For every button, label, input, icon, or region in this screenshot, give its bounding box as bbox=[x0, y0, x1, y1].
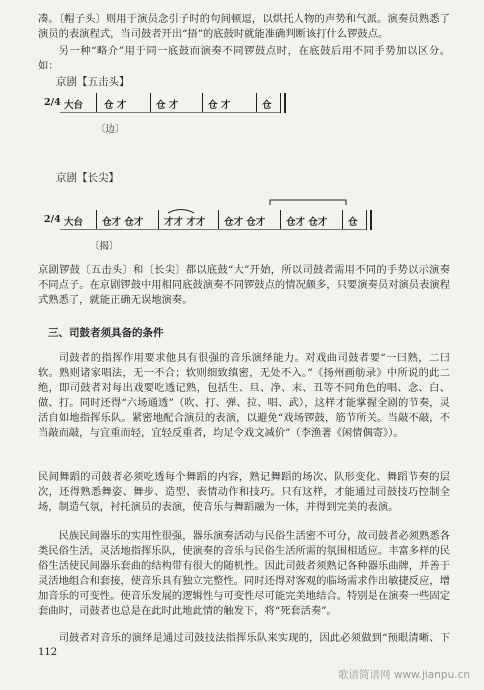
watermark: 歌谱简谱网 www.jianpu.cn bbox=[338, 669, 470, 681]
paragraph-7: 司鼓者对音乐的演绎是通过司鼓技法指挥乐队来实现的，因此必须做到“预眼清晰、下 bbox=[58, 632, 450, 644]
barline bbox=[342, 210, 343, 230]
final-barline bbox=[280, 93, 286, 113]
final-barline bbox=[366, 210, 372, 230]
barline bbox=[218, 210, 219, 230]
example-2-title: 京剧【长尖】 bbox=[56, 172, 119, 184]
example-2-bracket: 〔揭〕 bbox=[90, 241, 119, 252]
paragraph-1: 凑。〔帽子头〕则用于演员念引子时的句间顿逗，以烘托人物的声势和气派。演奏员熟悉了演员的表演程式，当司鼓者开出“捂”的底鼓时就能准确判断该打什么锣鼓点。 bbox=[38, 13, 450, 40]
barline bbox=[158, 210, 159, 230]
example-1-measure-2: 仓 才 bbox=[104, 100, 127, 111]
example-1-meter: 2/4 bbox=[44, 97, 61, 108]
paragraph-4: 司鼓者的指挥作用要求他具有很强的音乐演绎能力。对戏曲司鼓者要“一曰熟，二曰软。熟则诸家唱法，无一不合；软则细致缜密，无处不入。”《扬州画舫录》中所说的此二绝，即司鼓者对每出戏要吃透记熟，包括生、旦、净、末、丑等不同角色的唱、念、白、做、打。同时还得“六场通透”（吹、打、弹、拉、唱、武），这样才能掌握全剧的节奏，灵活自如地指挥乐队。紧密地配合演员的表演，以避免“戏场锣鼓，筋节所关。当敲不敲，不当敲而敲，与宜重而轻，宜轻反重者，均足令戏文减价”（李渔著《闲情偶寄》）。 bbox=[38, 352, 450, 439]
example-1-measure-1: 大台 bbox=[64, 100, 84, 111]
section-heading: 三、司鼓者须具备的条件 bbox=[48, 327, 164, 339]
example-2-measure-5: 仓才 仓才 bbox=[286, 217, 328, 228]
rhythm-underline bbox=[60, 229, 366, 230]
barline bbox=[96, 210, 97, 230]
example-2-measure-6: 仓 bbox=[348, 217, 358, 228]
example-2-measure-3: 才才 才才 bbox=[164, 217, 206, 228]
barline bbox=[280, 210, 281, 230]
paragraph-3: 京剧锣鼓〔五击头〕和〔长尖〕都以底鼓“大”开始，所以司鼓者需用不同的手势以示演奏不同点子。在京剧锣鼓中用相同底鼓演奏不同锣鼓点的情况颇多，只要演奏员对演员表演程式熟悉了，就能正确无误地演奏。 bbox=[38, 264, 450, 306]
barline bbox=[256, 93, 257, 113]
paragraph-6: 民族民间器乐的实用性很强，器乐演奏活动与民俗生活密不可分，故司鼓者必须熟悉各类民俗生活，灵活地指挥乐队，使演奏的音乐与民俗生活所需的氛围相适应。丰富多样的民俗生活使民间器乐套曲的结构带有很大的随机性。因此司鼓者须熟记各种器乐曲牌，并善于灵活地组合和套接，使音乐具有独立完整性。同时还得对客观的临场需求作出敏捷反应，增加音乐的可变性。使音乐发展的逻辑性与可变性尽可能完美地结合。特别是在演奏一些固定套曲时，司鼓者也总是在此时此地此情的触发下，将“死套活奏”。 bbox=[38, 530, 450, 617]
example-1-bracket: 〔边〕 bbox=[96, 124, 125, 135]
example-2-measure-2: 仓才 仓才 bbox=[102, 217, 144, 228]
barline bbox=[150, 93, 151, 113]
rhythm-underline bbox=[60, 112, 280, 113]
example-1-measure-4: 仓 才 bbox=[208, 100, 231, 111]
phrase-bracket bbox=[268, 198, 348, 206]
example-2-meter: 2/4 bbox=[44, 214, 61, 225]
barline bbox=[202, 93, 203, 113]
page-number: 112 bbox=[38, 647, 58, 658]
paragraph-5: 民间舞蹈的司鼓者必须吃透每个舞蹈的内容，熟记舞蹈的场次、队形变化、舞蹈节奏的层次，还得熟悉舞姿、舞步、造型、表情动作和技巧。只有这样，才能通过司鼓技巧控制全场，制造气氛，衬托演员的表演，使音乐与舞蹈融为一体，并得到完美的表演。 bbox=[38, 471, 450, 513]
example-1-measure-5: 仓 bbox=[262, 100, 272, 111]
barline bbox=[96, 93, 97, 113]
paragraph-2: 另一种“略介”用于同一底鼓而演奏不同锣鼓点时，在底鼓后用不同手势加以区分。如： bbox=[38, 45, 450, 72]
example-1-measure-3: 仓 才 bbox=[156, 100, 179, 111]
example-1-title: 京剧【五击头】 bbox=[56, 76, 130, 88]
example-2-measure-4: 仓才 仓才 bbox=[224, 217, 266, 228]
example-2-measure-1: 大台 bbox=[64, 217, 84, 228]
tie-slur bbox=[166, 206, 196, 214]
